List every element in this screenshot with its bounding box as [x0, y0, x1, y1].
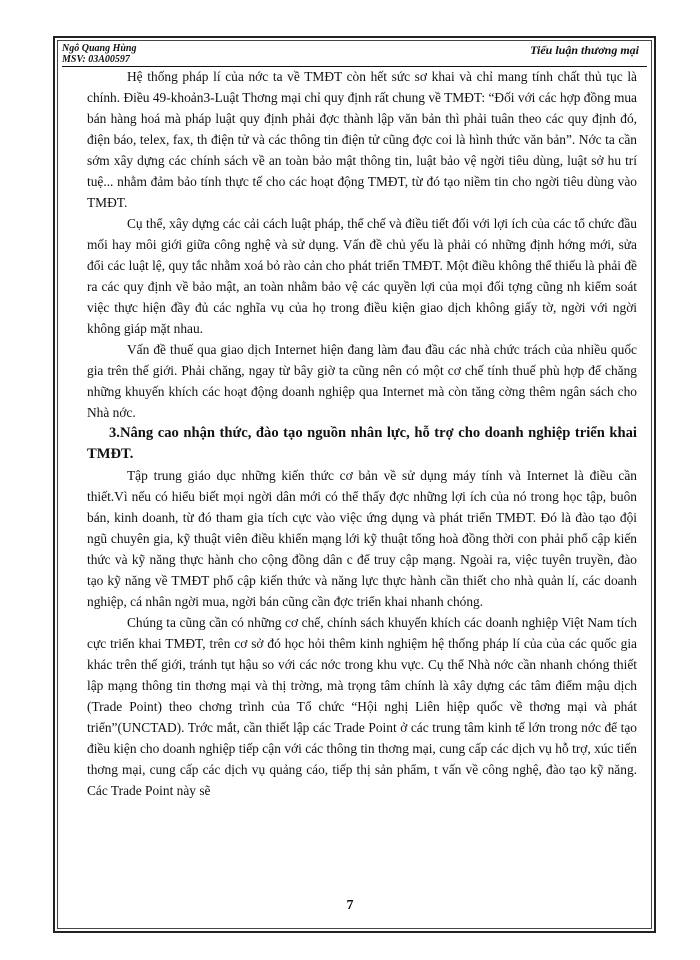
- header-author-block: [62, 43, 136, 65]
- header-author-name: Ngô Quang Hùng: [62, 43, 137, 54]
- paragraph-incentives: Chúng ta cũng cần có những cơ chế, chính sách khuyến khích các doanh nghiệp Việt Nam tích cực triển khai TMĐT, trên cơ sở đó học hỏi thêm kinh nghiệm hệ thống pháp lí của của các quốc gia khác trên thế giới, tránh tụt hậu so với các nớc trong khu vực. Cụ thể Nhà nớc cần nhanh chóng thiết lập mạng thông tin thơng mại và thị trờng, mà trọng tâm chính là xây dựng các tâm điểm mậu dịch (Trade Point) theo chơng trình của Tổ chức “Hội nghị Liên hiệp quốc về thơng mại và phát triển”(UNCTAD). Trớc mắt, cần thiết lập các Trade Point ở các trung tâm kinh tế lớn trong nớc để tạo điều kiện cho doanh nghiệp tiếp cận với các thông tin thơng mại, cung cấp các dịch vụ hỗ trợ, xúc tiến thơng mại, cung cấp các dịch vụ quảng cáo, tiếp thị sản phẩm, t vấn về công nghệ, đào tạo kỹ năng. Các Trade Point này sẽ: [87, 615, 637, 798]
- page-number: 7: [346, 898, 354, 913]
- paragraph-internet-tax: Vấn đề thuế qua giao dịch Internet hiện đang làm đau đầu các nhà chức trách của nhiều quốc gia trên thế giới. Phải chăng, ngay từ bây giờ ta cũng nên có một cơ chế tính thuế phù hợp để chăng những khuyến khích các hoạt động doanh nghiệp qua Internet mà còn tăng cờng thêm ngân sách cho Nhà nớc.: [87, 342, 637, 420]
- section-heading: 3.Nâng cao nhận thức, đào tạo nguồn nhân lực, hỗ trợ cho doanh nghiệp triển khai TMĐT.: [87, 425, 637, 462]
- paragraph-education: Tập trung giáo dục những kiến thức cơ bản về sử dụng máy tính và Internet là điều cần thiết.Vì nếu có hiểu biết mọi ngời dân mới có thể thấy đợc những lợi ích của nó trong học tập, buôn bán, kinh doanh, từ đó tham gia tích cực vào việc ứng dụng và phát triển TMĐT. Đó là đào tạo đội ngũ chuyên gia, kỹ thuật viên điều khiển mạng lới kỹ thuật tổng hoà đồng thời con phải phổ cập kiến thức và kỹ năng thực hành cho cộng đồng dân c để truy cập mạng. Ngoài ra, việc tuyên truyền, đào tạo kỹ năng về TMĐT phổ cập kiến thức và năng lực thực hành cần thiết cho nhà quản lí, các doanh nghiệp, cá nhân ngời mua, ngời bán cũng cần đợc triển khai nhanh chóng.: [87, 468, 637, 609]
- paragraph-legal-system: Hệ thống pháp lí của nớc ta về TMĐT còn hết sức sơ khai và chỉ mang tính chất thủ tục là chính. Điều 49-khoản3-Luật Thơng mại chỉ quy định rất chung về TMĐT: “Đối với các hợp đồng mua bán hàng hoá mà pháp luật quy định phải đợc thành lập văn bản thì phải tuân theo các quy định đó, điện báo, telex, fax, th điện tử và các thông tin điện tử cũng đợc coi là hình thức văn bản”. Nớc ta cần sớm xây dựng các chính sách về an toàn bảo mật thông tin, luật bảo vệ ngời tiêu dùng, luật sở hu trí tuệ... nhằm đảm bảo tính thực tế cho các hoạt động TMĐT, từ đó tạo niềm tin cho ngời tiêu dùng vào TMĐT.: [87, 69, 637, 210]
- page-header: [62, 43, 647, 67]
- paragraph-legal-reform: Cụ thể, xây dựng các cải cách luật pháp, thể chế và điều tiết đối với lợi ích của các tổ chức đầu mối hay môi giới giữa công nghệ và sử dụng. Vấn đề chủ yếu là phải có những định hớng mới, sửa đổi các luật lệ, quy tắc nhằm xoá bỏ rào cản cho phát triển TMĐT. Một điều không thể thiếu là phải đề ra các quy định về bảo mật, an toàn nhằm bảo vệ các quyền lợi của mọi đối tợng cũng nh kiểm soát việc thực hiện đầy đủ các nghĩa vụ của họ trong điều kiện giao dịch không giấy tờ, ngời với ngời không giáp mặt nhau.: [87, 216, 637, 336]
- header-student-id: MSV: 03A00597: [62, 54, 130, 65]
- header-doc-title: Tiểu luận thương mại: [530, 43, 639, 57]
- body-content: [87, 66, 637, 801]
